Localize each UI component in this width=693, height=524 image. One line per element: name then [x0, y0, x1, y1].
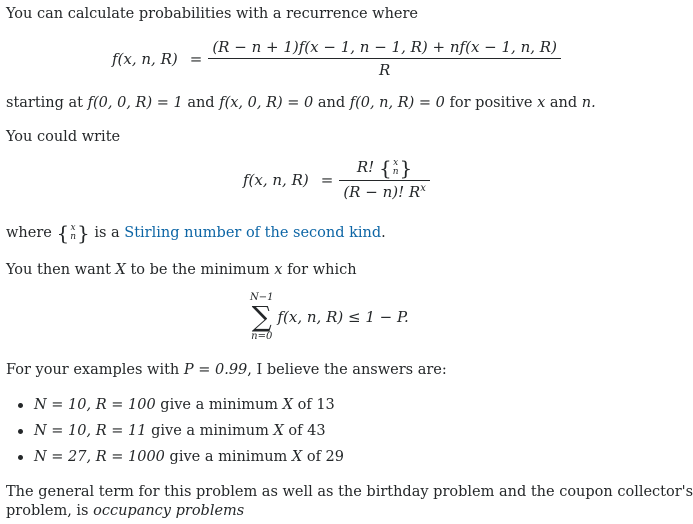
probability-value: P = 0.99 [183, 362, 248, 378]
sum-inequality [250, 292, 409, 342]
closed-form-lhs: f(x, n, R) [243, 170, 309, 189]
recurrence-fraction [208, 38, 561, 79]
conclusion-line-1: The general term for this problem as well as the birthday problem and the coupon collector's [6, 484, 693, 500]
conclusion-line-2: problem, is occupancy problems [6, 503, 245, 519]
sum-body: f(x, n, R) ≤ 1 − P. [277, 308, 409, 326]
recurrence-lhs: f(x, n, R) [112, 49, 178, 68]
initial-conditions: starting at f(0, 0, R) = 1 and f(x, 0, R) = 0 and f(0, n, R) = 0 for positive x and n. [6, 95, 596, 111]
sum-lower-limit: n=0 [251, 331, 273, 342]
condition-2: f(x, 0, R) = 0 [219, 95, 314, 111]
stirling-sentence: where { x n } is a Stirling number of the second kind. [6, 221, 386, 245]
stirling-symbol: { x n } [379, 156, 413, 180]
recurrence-denominator: R [208, 58, 561, 79]
sum-upper-limit: N−1 [250, 292, 274, 303]
you-could-write-text: You could write [6, 129, 121, 145]
closed-form-numerator: R! { x n } [356, 156, 413, 180]
summation-symbol: N−1 ∑ n=0 [250, 292, 274, 342]
list-item: N = 10, R = 100 give a minimum X of 13 [18, 395, 344, 421]
stirling-number-link[interactable]: Stirling number of the second kind [124, 225, 382, 241]
condition-3: f(0, n, R) = 0 [349, 95, 445, 111]
list-item: N = 27, R = 1000 give a minimum X of 29 [18, 447, 344, 473]
condition-1: f(0, 0, R) = 1 [87, 95, 183, 111]
examples-sentence: For your examples with P = 0.99, I believe the answers are: [6, 362, 447, 378]
recurrence-numerator: (R − n + 1)f(x − 1, n − 1, R) + nf(x − 1, n, R) [212, 38, 557, 56]
closed-form-denominator: (R − n)! $R^x$ [339, 180, 430, 201]
intro-text: You can calculate probabilities with a recurrence where [6, 6, 419, 22]
closed-form-fraction [339, 158, 430, 201]
recurrence-equation: f(x, n, R) = $\frac{(R - n + 1)f(x - 1, n - 1, R) + nf(x - 1, n, R)}{R}$ [112, 38, 561, 79]
minimum-x-sentence: You then want X to be the minimum x for which [6, 262, 357, 278]
occupancy-problems-emphasis: occupancy problems [93, 503, 245, 519]
answers-list [18, 395, 344, 473]
stirling-symbol-inline: { x n } [56, 221, 90, 245]
list-item: N = 10, R = 11 give a minimum X of 43 [18, 421, 344, 447]
closed-form-equation: f(x, n, R) = R! { x n } (R − n)! $R^x$ [243, 158, 430, 201]
